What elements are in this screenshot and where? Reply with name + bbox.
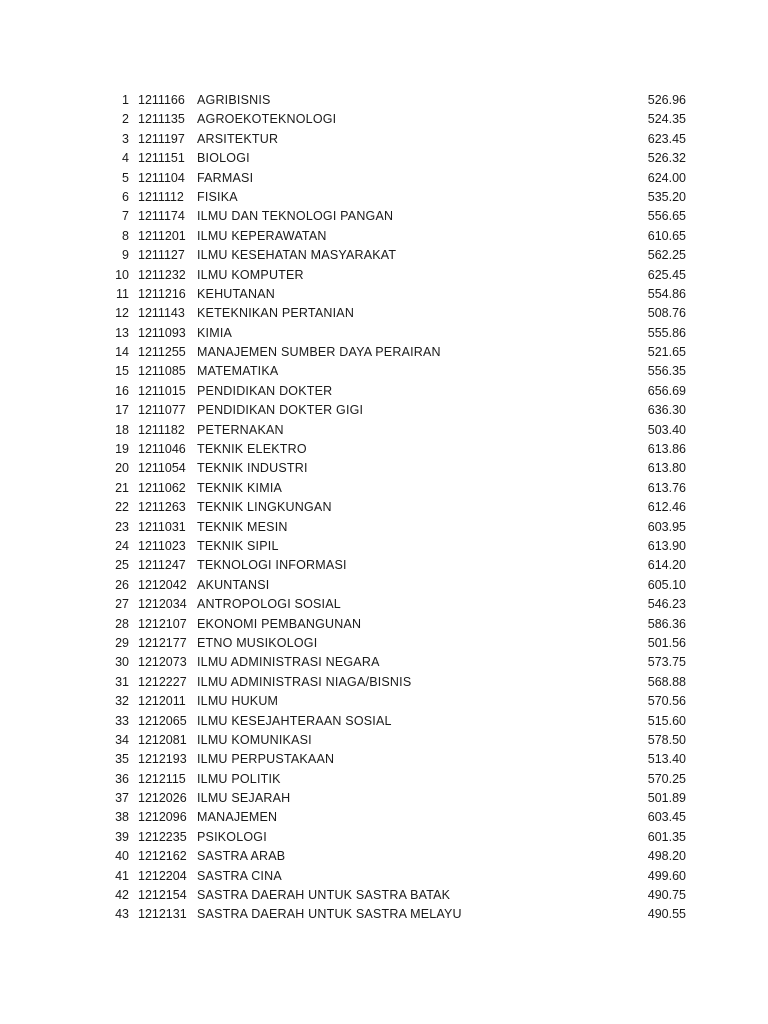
row-number: 31 — [115, 674, 129, 689]
row-number: 12 — [115, 306, 129, 321]
row-number: 15 — [115, 364, 129, 379]
row-number: 21 — [115, 480, 129, 495]
row-number: 19 — [115, 442, 129, 457]
program-code: 1212235 — [138, 829, 187, 844]
program-code: 1211135 — [138, 112, 185, 127]
table-row — [100, 808, 700, 827]
row-number: 32 — [115, 694, 129, 709]
program-code: 1212081 — [138, 732, 187, 747]
program-name: TEKNIK SIPIL — [197, 538, 279, 553]
table-row — [100, 459, 700, 478]
program-score: 613.76 — [647, 480, 686, 495]
row-number: 23 — [115, 519, 129, 534]
program-code: 1211255 — [138, 345, 186, 360]
table-row — [100, 498, 700, 517]
program-name: TEKNIK LINGKUNGAN — [197, 500, 332, 515]
row-number: 3 — [122, 131, 129, 146]
program-code: 1212073 — [138, 655, 187, 670]
row-number: 30 — [115, 655, 129, 670]
program-score: 526.96 — [647, 93, 686, 107]
row-number: 29 — [115, 635, 129, 650]
program-score: 499.60 — [647, 868, 686, 883]
row-number: 5 — [122, 170, 129, 185]
row-number: 40 — [115, 849, 129, 864]
program-score: 603.95 — [647, 519, 686, 534]
row-number: 20 — [115, 461, 129, 476]
table-row — [100, 130, 700, 149]
program-code: 1212131 — [138, 907, 187, 922]
table-row — [100, 867, 700, 886]
program-name: FARMASI — [197, 170, 254, 185]
program-code: 1211127 — [138, 248, 185, 263]
program-name: ILMU HUKUM — [197, 694, 279, 709]
row-number: 39 — [115, 829, 129, 844]
table-row — [100, 440, 700, 459]
table-row — [100, 556, 700, 575]
table-row — [100, 731, 700, 750]
program-name: ILMU KESEJAHTERAAN SOSIAL — [197, 713, 392, 728]
program-code: 1212177 — [138, 635, 187, 650]
program-score: 503.40 — [647, 422, 686, 437]
row-number: 28 — [115, 616, 129, 631]
row-number: 27 — [115, 597, 129, 612]
program-name: KEHUTANAN — [197, 286, 275, 301]
program-code: 1211143 — [138, 306, 185, 321]
table-row — [100, 634, 700, 653]
program-name: FISIKA — [197, 189, 238, 204]
program-score: 613.86 — [647, 442, 686, 457]
program-code: 1211197 — [138, 131, 185, 146]
row-number: 7 — [122, 209, 129, 224]
program-code: 1212026 — [138, 791, 187, 806]
row-number: 37 — [115, 791, 129, 806]
program-name: ILMU PERPUSTAKAAN — [197, 752, 335, 767]
table-row — [100, 770, 700, 789]
program-name: SASTRA CINA — [197, 868, 282, 883]
program-code: 1211046 — [138, 442, 186, 457]
program-name: ARSITEKTUR — [197, 131, 279, 146]
table-row — [100, 905, 700, 924]
row-number: 10 — [115, 267, 129, 282]
program-score: 508.76 — [647, 306, 686, 321]
program-code: 1211104 — [138, 170, 185, 185]
program-score: 555.86 — [647, 325, 686, 340]
program-code: 1211085 — [138, 364, 186, 379]
program-name: ILMU ADMINISTRASI NIAGA/BISNIS — [197, 674, 412, 689]
program-code: 1212227 — [138, 674, 187, 689]
program-code: 1212204 — [138, 868, 187, 883]
program-name: BIOLOGI — [197, 151, 250, 166]
program-score: 521.65 — [647, 345, 686, 360]
program-name: PENDIDIKAN DOKTER — [197, 383, 333, 398]
program-code: 1211015 — [138, 383, 186, 398]
table-row — [100, 304, 700, 323]
program-name: ILMU KOMUNIKASI — [197, 732, 312, 747]
program-code: 1212162 — [138, 849, 187, 864]
table-row — [100, 595, 700, 614]
program-code: 1211031 — [138, 519, 186, 534]
table-row — [100, 382, 700, 401]
program-score: 515.60 — [647, 713, 686, 728]
program-score: 526.32 — [647, 151, 686, 166]
row-number: 18 — [115, 422, 129, 437]
program-code: 1212034 — [138, 597, 187, 612]
table-row — [100, 324, 700, 343]
program-name: ANTROPOLOGI SOSIAL — [197, 597, 341, 612]
row-number: 6 — [122, 189, 129, 204]
program-name: PENDIDIKAN DOKTER GIGI — [197, 403, 364, 418]
program-code: 1212096 — [138, 810, 187, 825]
program-score: 490.75 — [647, 888, 686, 903]
table-row — [100, 712, 700, 731]
table-row — [100, 828, 700, 847]
program-code: 1211062 — [138, 480, 186, 495]
program-score: 570.25 — [647, 771, 686, 786]
program-name: PETERNAKAN — [197, 422, 284, 437]
program-name: TEKNOLOGI INFORMASI — [197, 558, 347, 573]
row-number: 36 — [115, 771, 129, 786]
program-name: MANAJEMEN SUMBER DAYA PERAIRAN — [197, 345, 441, 360]
table-row — [100, 518, 700, 537]
program-name: EKONOMI PEMBANGUNAN — [197, 616, 362, 631]
row-number: 16 — [115, 383, 129, 398]
program-score: 601.35 — [647, 829, 686, 844]
program-score: 603.45 — [647, 810, 686, 825]
program-name: SASTRA ARAB — [197, 849, 286, 864]
table-row — [100, 576, 700, 595]
program-score: 562.25 — [647, 248, 686, 263]
table-row — [100, 673, 700, 692]
table-row — [100, 692, 700, 711]
program-score: 513.40 — [647, 752, 686, 767]
table-row — [100, 149, 700, 168]
row-number: 22 — [115, 500, 129, 515]
program-name: TEKNIK ELEKTRO — [197, 442, 307, 457]
program-code: 1211112 — [138, 189, 184, 204]
program-score: 546.23 — [647, 597, 686, 612]
program-code: 1211077 — [138, 403, 186, 418]
program-score: 556.65 — [647, 209, 686, 224]
program-name: ILMU DAN TEKNOLOGI PANGAN — [197, 209, 394, 224]
program-score: 535.20 — [647, 189, 686, 204]
program-score: 578.50 — [647, 732, 686, 747]
program-score: 610.65 — [647, 228, 686, 243]
table-row — [100, 362, 700, 381]
program-name: AGRIBISNIS — [197, 93, 271, 107]
program-code: 1212107 — [138, 616, 187, 631]
program-code: 1211174 — [138, 209, 185, 224]
program-name: KETEKNIKAN PERTANIAN — [197, 306, 355, 321]
table-row — [100, 421, 700, 440]
table-row — [100, 91, 700, 110]
program-score: 524.35 — [647, 112, 686, 127]
program-code: 1212042 — [138, 577, 187, 592]
row-number: 26 — [115, 577, 129, 592]
table-row — [100, 401, 700, 420]
program-score: 613.90 — [647, 538, 686, 553]
program-code: 1211232 — [138, 267, 186, 282]
row-number: 14 — [115, 345, 129, 360]
program-code: 1212065 — [138, 713, 187, 728]
program-code: 1211216 — [138, 286, 186, 301]
program-code: 1211201 — [138, 228, 186, 243]
program-score: 624.00 — [647, 170, 686, 185]
program-score: 568.88 — [647, 674, 686, 689]
program-code: 1212193 — [138, 752, 187, 767]
program-name: TEKNIK MESIN — [197, 519, 288, 534]
table-row — [100, 750, 700, 769]
program-name: ILMU KESEHATAN MASYARAKAT — [197, 248, 397, 263]
program-score: 612.46 — [647, 500, 686, 515]
program-name: ILMU KEPERAWATAN — [197, 228, 327, 243]
row-number: 2 — [122, 112, 129, 127]
program-score: 498.20 — [647, 849, 686, 864]
program-name: AKUNTANSI — [197, 577, 270, 592]
row-number: 13 — [115, 325, 129, 340]
table-row — [100, 789, 700, 808]
program-score: 625.45 — [647, 267, 686, 282]
program-score: 623.45 — [647, 131, 686, 146]
row-number: 8 — [122, 228, 129, 243]
table-row — [100, 110, 700, 129]
program-name: SASTRA DAERAH UNTUK SASTRA MELAYU — [197, 907, 462, 922]
table-row — [100, 207, 700, 226]
program-name: KIMIA — [197, 325, 233, 340]
row-number: 24 — [115, 538, 129, 553]
row-number: 17 — [115, 403, 129, 418]
program-code: 1211093 — [138, 325, 186, 340]
program-code: 1211151 — [138, 151, 185, 166]
program-score: 573.75 — [647, 655, 686, 670]
program-score: 501.56 — [647, 635, 686, 650]
program-score: 490.55 — [647, 907, 686, 922]
program-name: TEKNIK INDUSTRI — [197, 461, 308, 476]
program-name: MANAJEMEN — [197, 810, 278, 825]
program-name: PSIKOLOGI — [197, 829, 267, 844]
row-number: 42 — [115, 888, 129, 903]
program-score: 656.69 — [647, 383, 686, 398]
row-number: 38 — [115, 810, 129, 825]
program-score: 586.36 — [647, 616, 686, 631]
table-row — [100, 615, 700, 634]
program-score: 554.86 — [647, 286, 686, 301]
program-name: ILMU SEJARAH — [197, 791, 291, 806]
row-number: 25 — [115, 558, 129, 573]
table-row — [100, 285, 700, 304]
program-code: 1211054 — [138, 461, 186, 476]
table-row — [100, 886, 700, 905]
program-name: ETNO MUSIKOLOGI — [197, 635, 318, 650]
program-name: MATEMATIKA — [197, 364, 279, 379]
table-row — [100, 847, 700, 866]
program-code: 1211023 — [138, 538, 186, 553]
program-name: ILMU KOMPUTER — [197, 267, 304, 282]
program-name: ILMU ADMINISTRASI NEGARA — [197, 655, 380, 670]
table-row — [100, 188, 700, 207]
program-name: AGROEKOTEKNOLOGI — [197, 112, 337, 127]
table-row — [100, 266, 700, 285]
row-number: 33 — [115, 713, 129, 728]
program-code: 1211247 — [138, 558, 186, 573]
program-code: 1211166 — [138, 93, 185, 107]
row-number: 41 — [115, 868, 129, 883]
row-number: 11 — [116, 286, 129, 301]
program-score: 501.89 — [647, 791, 686, 806]
row-number: 43 — [115, 907, 129, 922]
row-number: 4 — [122, 151, 129, 166]
program-code: 1212115 — [138, 771, 186, 786]
table-row — [100, 246, 700, 265]
program-code: 1211263 — [138, 500, 186, 515]
program-name: SASTRA DAERAH UNTUK SASTRA BATAK — [197, 888, 451, 903]
program-score: 614.20 — [647, 558, 686, 573]
program-score: 556.35 — [647, 364, 686, 379]
program-score: 570.56 — [647, 694, 686, 709]
table-row — [100, 537, 700, 556]
program-score: 613.80 — [647, 461, 686, 476]
table-row — [100, 653, 700, 672]
program-score: 605.10 — [647, 577, 686, 592]
table-row — [100, 227, 700, 246]
program-code: 1212154 — [138, 888, 187, 903]
program-score: 636.30 — [647, 403, 686, 418]
row-number: 9 — [122, 248, 129, 263]
row-number: 35 — [115, 752, 129, 767]
table-row — [100, 343, 700, 362]
program-name: TEKNIK KIMIA — [197, 480, 283, 495]
row-number: 34 — [115, 732, 129, 747]
table-row — [100, 169, 700, 188]
program-score-table — [100, 91, 700, 925]
table-row — [100, 479, 700, 498]
row-number: 1 — [122, 93, 129, 107]
program-name: ILMU POLITIK — [197, 771, 281, 786]
program-code: 1211182 — [138, 422, 185, 437]
program-code: 1212011 — [138, 694, 186, 709]
